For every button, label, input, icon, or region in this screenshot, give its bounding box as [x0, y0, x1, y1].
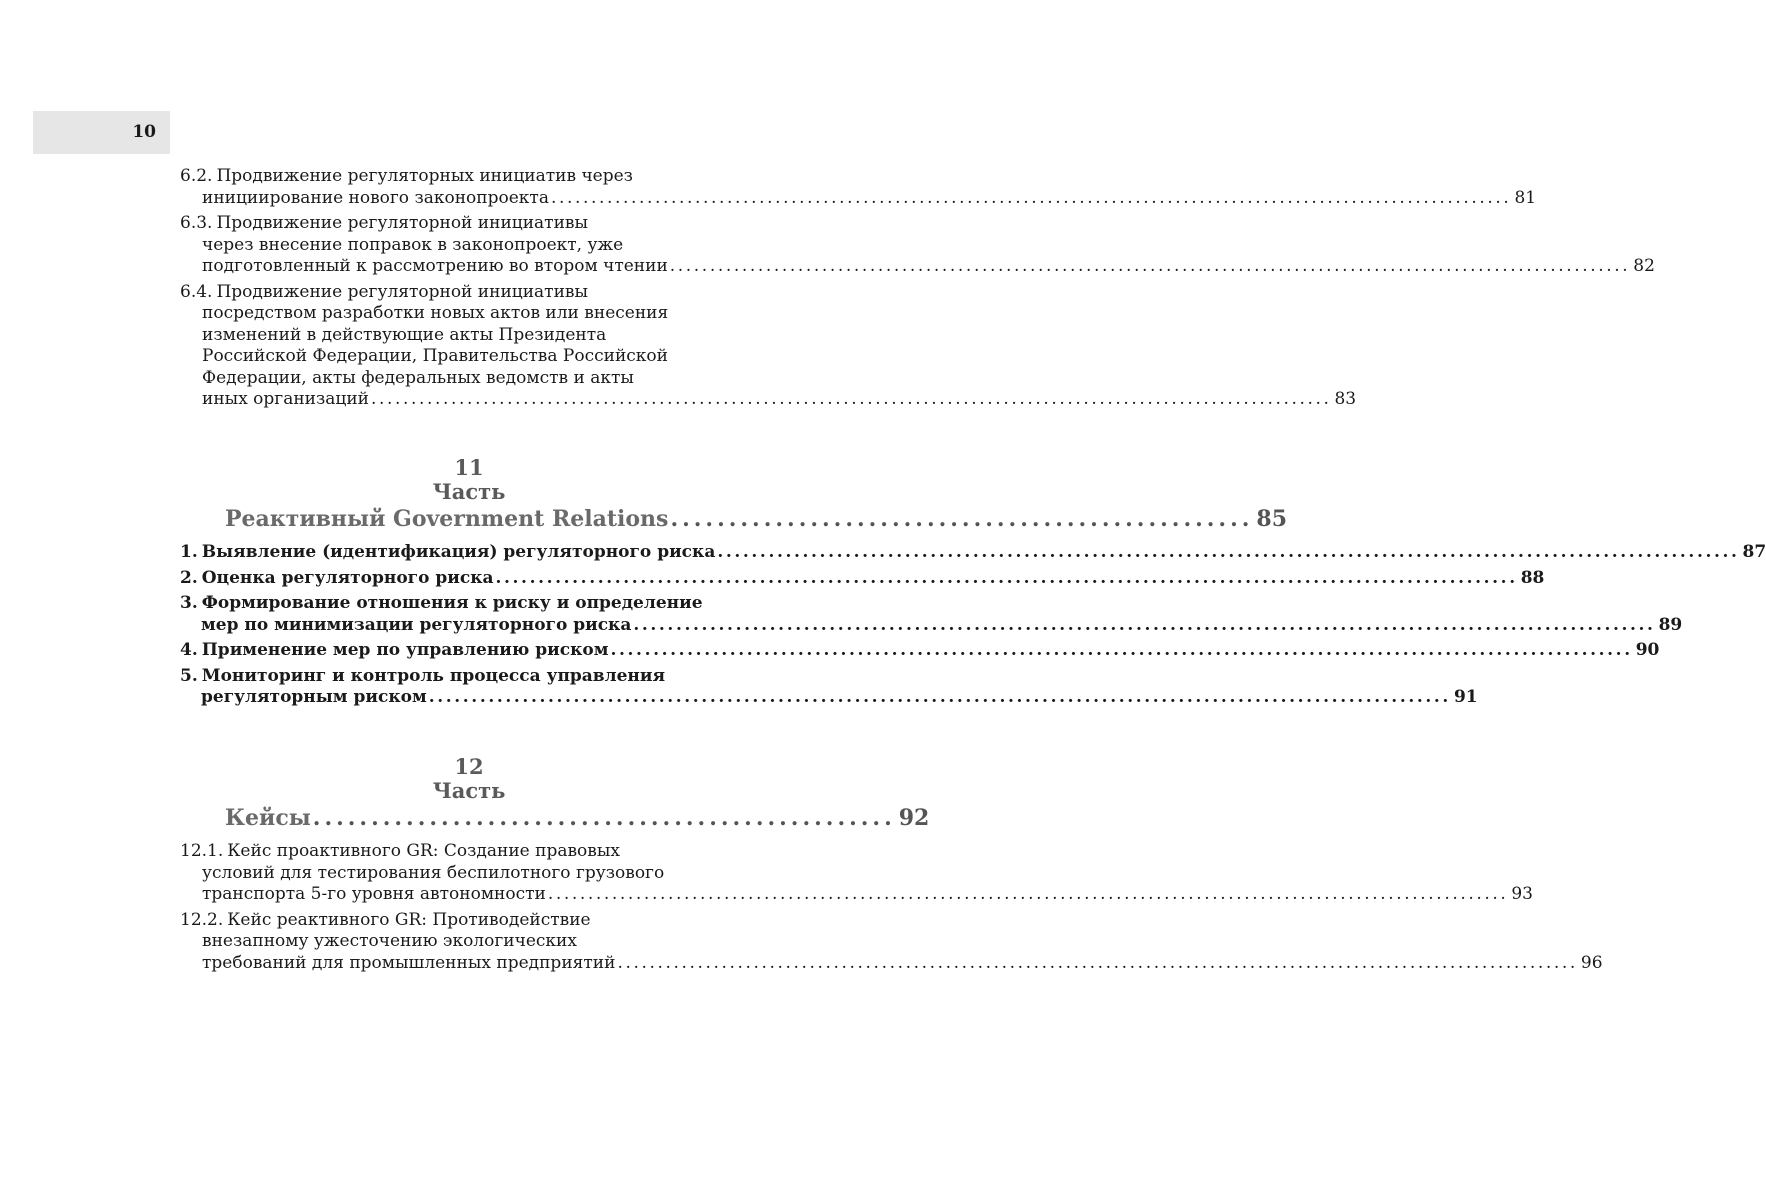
toc-entry-text: подготовленный к рассмотрению во втором чтении — [202, 256, 668, 276]
toc-entry-line — [180, 931, 758, 953]
toc-entry-number: 6.2. — [180, 166, 213, 186]
toc-entry-text: Мониторинг и контроль процесса управления — [201, 665, 666, 686]
toc-page-number: 82 — [1633, 256, 1655, 276]
part-title-row[interactable] — [180, 803, 930, 833]
toc-entry-text: Продвижение регуляторной инициативы — [216, 281, 589, 302]
toc-entry-line — [180, 841, 758, 863]
toc-entry-line — [180, 235, 758, 257]
part-title: Реактивный Government Relations — [225, 506, 669, 532]
toc-entry-number: 5. — [180, 665, 198, 686]
toc-entry-number: 12.1. — [180, 841, 224, 861]
toc-entry-line — [180, 325, 758, 347]
dot-leader: ........................................................................................................................ — [371, 389, 1332, 409]
toc-entry[interactable] — [180, 213, 1655, 278]
toc-entry-text: внезапному ужесточению экологических — [202, 931, 577, 951]
toc-entry-line — [180, 952, 1603, 975]
toc-entry-line — [180, 863, 758, 885]
toc-entry-line — [180, 910, 758, 932]
toc-entry-text: иных организаций — [202, 389, 370, 409]
toc-entry-text: Кейс реактивного GR: Противодействие — [227, 909, 591, 930]
part-page-number: 85 — [1256, 506, 1288, 532]
toc-page-number: 87 — [1742, 542, 1766, 562]
toc-entry-number: 4. — [180, 640, 198, 660]
toc-part-12 — [180, 754, 1603, 978]
toc-entry-text: Российской Федерации, Правительства Российской — [202, 346, 668, 366]
toc-section-6 — [180, 166, 1655, 415]
toc-entry-line — [180, 666, 758, 688]
toc-entry-number: 2. — [180, 567, 198, 588]
toc-entry-number: 6.3. — [180, 213, 213, 233]
dot-leader: .................................................. — [312, 805, 896, 831]
dot-leader: ........................................................................................................................ — [550, 187, 1512, 208]
toc-entry-text: посредством разработки новых актов или внесения — [202, 303, 669, 323]
toc-entry[interactable] — [180, 567, 1545, 590]
part-11-heading — [180, 455, 758, 504]
toc-entry-text: регуляторным риском — [201, 687, 427, 707]
toc-entry-line — [180, 567, 1545, 590]
toc-entry-text: условий для тестирования беспилотного грузового — [202, 862, 665, 883]
toc-entry[interactable] — [180, 909, 1603, 975]
toc-entry[interactable] — [180, 841, 1533, 906]
dot-leader: ........................................................................................................................ — [633, 614, 1656, 635]
toc-entry-number: 6.4. — [180, 281, 213, 302]
toc-entry-text: Продвижение регуляторной инициативы — [216, 213, 589, 233]
toc-entry[interactable] — [180, 640, 1660, 662]
toc-entry-number: 12.2. — [180, 909, 224, 930]
page-number: 10 — [132, 122, 156, 142]
toc-entry-line — [180, 303, 758, 325]
dot-leader: ........................................................................................................................ — [669, 256, 1631, 276]
dot-leader: ........................................................................................................................ — [495, 567, 1518, 588]
toc-entry-line — [180, 542, 1766, 564]
toc-entry-text: через внесение поправок в законопроект, уже — [202, 234, 624, 255]
dot-leader: .................................................. — [670, 506, 1254, 532]
toc-entry-text: Формирование отношения к риску и определение — [201, 593, 703, 613]
toc-entry-text: транспорта 5-го уровня автономности — [202, 884, 546, 904]
toc-entry-text: Выявление (идентификация) регуляторного риска — [201, 542, 716, 562]
part-label: Часть — [432, 479, 506, 504]
dot-leader: ........................................................................................................................ — [610, 640, 1633, 660]
part-number: 12 — [454, 754, 484, 779]
toc-entry-number: 3. — [180, 593, 198, 613]
toc-entry[interactable] — [180, 665, 1478, 709]
toc-entry[interactable] — [180, 593, 1683, 636]
toc-entry-text: изменений в действующие акты Президента — [202, 324, 607, 345]
toc-page-number: 83 — [1334, 389, 1357, 409]
toc-entry-line — [180, 256, 1655, 278]
toc-page-number: 90 — [1635, 640, 1660, 660]
page-number-tab — [33, 111, 170, 154]
toc-entry-line — [180, 368, 758, 390]
toc-page-number: 93 — [1511, 884, 1533, 904]
dot-leader: ........................................................................................................................ — [717, 542, 1740, 562]
dot-leader: ........................................................................................................................ — [547, 884, 1509, 904]
toc-entry[interactable] — [180, 542, 1766, 564]
toc-entry[interactable] — [180, 281, 1357, 411]
toc-entry-line — [180, 389, 1357, 411]
toc-part-11 — [180, 455, 1766, 713]
toc-page-number: 81 — [1514, 187, 1537, 208]
toc-entry-line — [180, 593, 758, 615]
part-label: Часть — [432, 778, 506, 803]
toc-entry-text: Кейс проактивного GR: Создание правовых — [227, 841, 620, 861]
toc-entry-text: Федерации, акты федеральных ведомств и акты — [202, 367, 634, 388]
dot-leader: ........................................................................................................................ — [428, 687, 1451, 707]
toc-entry-line — [180, 884, 1533, 906]
toc-page-number: 96 — [1580, 952, 1603, 973]
part-page-number: 92 — [898, 805, 930, 831]
toc-entry[interactable] — [180, 166, 1537, 209]
toc-entry-number: 1. — [180, 542, 198, 562]
toc-entry-line — [180, 640, 1660, 662]
part-11-entries — [180, 542, 1766, 709]
toc-entry-text: инициирование нового законопроекта — [202, 187, 549, 208]
part-title-row[interactable] — [180, 504, 1288, 534]
toc-entry-line — [180, 687, 1478, 709]
toc-entry-text: мер по минимизации регуляторного риска — [201, 614, 632, 635]
part-title: Кейсы — [225, 805, 311, 831]
toc-entry-line — [180, 187, 1537, 210]
dot-leader: ........................................................................................................................ — [617, 952, 1578, 973]
toc-entry-text: Продвижение регуляторных инициатив через — [216, 166, 633, 186]
toc-entry-line — [180, 346, 758, 368]
toc-page-number: 89 — [1658, 614, 1683, 635]
toc-entry-line — [180, 213, 758, 235]
toc-entry-text: Применение мер по управлению риском — [201, 640, 609, 660]
toc-entry-line — [180, 282, 758, 304]
part-12-heading — [180, 754, 758, 803]
toc-entry-line — [180, 166, 758, 188]
part-12-entries — [180, 841, 1603, 974]
toc-entry-text: требований для промышленных предприятий — [202, 952, 616, 973]
toc-page-number: 91 — [1453, 687, 1478, 707]
toc-entry-line — [180, 614, 1683, 637]
part-number: 11 — [454, 455, 484, 480]
toc-entry-text: Оценка регуляторного риска — [201, 567, 494, 588]
toc-page-number: 88 — [1520, 567, 1545, 588]
